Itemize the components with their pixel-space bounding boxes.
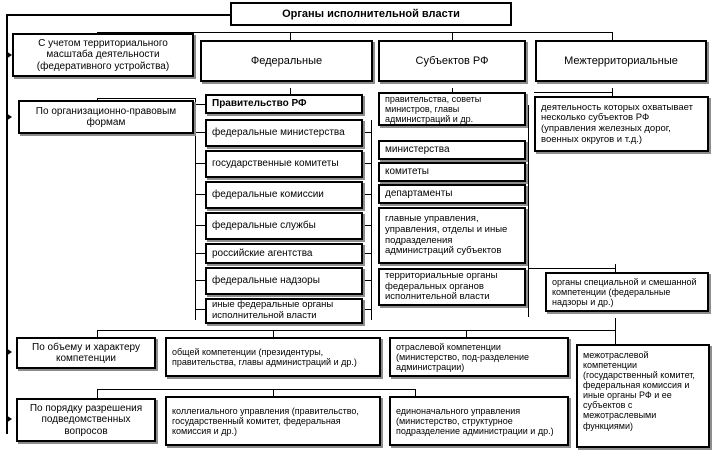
connector-federal-right-tick-6 <box>362 280 371 281</box>
subject-form-item <box>378 92 526 126</box>
branch-competence-box <box>389 337 569 377</box>
federal-form-label-6: федеральные надзоры <box>212 275 320 287</box>
subject-form-label-5: территориальные органы федеральных органов исполнительной власти <box>385 270 498 303</box>
connector-federal-right-tick-2 <box>362 163 371 164</box>
subject-form-item <box>378 184 526 204</box>
single-management-text: единоначального управления (министерство, структурное подразделение администрации и др.) <box>396 405 554 437</box>
level2-subjects-label: Субъектов РФ <box>415 54 489 67</box>
root-title-text: Органы исполнительной власти <box>282 7 460 20</box>
special-competence-box <box>545 272 709 312</box>
interterritorial-description-box <box>534 96 709 152</box>
connector-special-bus <box>528 268 615 269</box>
interbranch-competence-text: межотраслевой компетенции (государственный комитет, федеральная комиссия и иные органы РФ и ее субъектов с межотраслевыми функциями) <box>583 350 695 431</box>
connector-orglegal-to-federal <box>97 98 195 99</box>
single-management-box <box>389 396 569 446</box>
federal-form-item <box>205 212 363 240</box>
federal-form-item <box>205 119 363 147</box>
connector-interterritorial-drop <box>612 88 613 96</box>
arrow-to-criterion-order <box>6 415 12 423</box>
connector-federal-tick-6 <box>195 253 205 254</box>
connector-federal-right-tick-7 <box>362 309 371 310</box>
criterion-territorial-label: С учетом территориального масштаба деятельности (федеративного устройства) <box>36 38 170 72</box>
connector-scope-drop-interbranch <box>615 330 616 344</box>
connector-scope-bus <box>97 330 615 331</box>
arrow-to-criterion-org-legal <box>6 113 12 121</box>
federal-form-item <box>205 181 363 209</box>
criterion-scope-box <box>16 337 156 369</box>
federal-form-label-7: иные федеральные органы исполнительной власти <box>212 299 334 321</box>
subject-form-label-0: правительства, советы министров, главы администраций и др. <box>385 93 482 125</box>
criterion-scope-label: По объему и характеру компетенции <box>32 341 140 364</box>
federal-form-label-1: федеральные министерства <box>212 127 345 139</box>
federal-form-label-5: российские агентства <box>212 247 313 259</box>
level2-federal-label: Федеральные <box>250 54 323 67</box>
connector-subjects-right-spine <box>528 105 529 317</box>
federal-form-item <box>205 150 363 178</box>
root-title-box <box>230 2 512 26</box>
arrow-to-criterion-scope <box>6 348 12 356</box>
connector-level2-drop-federal <box>290 32 291 40</box>
connector-level2-drop-subjects <box>452 32 453 40</box>
level2-interterritorial-label: Межтерриториальные <box>564 54 678 67</box>
federal-form-label-3: федеральные комиссии <box>212 189 324 201</box>
connector-interterritorial-bus <box>534 92 612 93</box>
subject-form-item <box>378 268 526 306</box>
connector-order-bus <box>97 389 415 390</box>
connector-federal-tick-2 <box>195 132 205 133</box>
subject-form-item <box>378 207 526 264</box>
connector-special-down <box>615 318 616 330</box>
federal-form-item <box>205 94 363 114</box>
connector-federal-right-tick-3 <box>362 194 371 195</box>
connector-level2-drop-interterritorial <box>612 32 613 40</box>
connector-special-top-stub <box>615 264 616 272</box>
level2-interterritorial-box <box>535 40 707 82</box>
subject-form-label-1: министерства <box>385 144 450 156</box>
connector-federal-tick-1 <box>195 104 205 105</box>
criterion-order-box <box>16 398 156 442</box>
connector-left-spine <box>6 14 8 434</box>
connector-federal-right-tick-4 <box>362 225 371 226</box>
connector-federal-tick-4 <box>195 194 205 195</box>
collegial-management-text: коллегиального управления (правительство, государственный комитет, федеральная комиссия и др.) <box>172 405 359 437</box>
general-competence-text: общей компетенции (президентуры, правительства, главы администраций и др.) <box>172 346 357 367</box>
special-competence-text: органы специальной и смешанной компетенции (федеральные надзоры и др.) <box>552 276 697 308</box>
federal-form-item <box>205 267 363 295</box>
subject-form-label-3: департаменты <box>385 188 453 200</box>
collegial-management-box <box>165 396 381 446</box>
subject-form-item <box>378 140 526 160</box>
subject-form-item <box>378 162 526 182</box>
federal-form-item <box>205 298 363 324</box>
criterion-order-label: По порядку разрешения подведомственных вопросов <box>29 403 143 437</box>
subject-form-label-4: главные управления, управления, отделы и иные подразделения администраций субъектов <box>385 213 508 257</box>
criterion-org-legal-box <box>18 100 194 134</box>
federal-form-item <box>205 243 363 264</box>
connector-title-to-spine <box>6 14 230 16</box>
connector-federal-tick-8 <box>195 309 205 310</box>
interterritorial-description-text: деятельность которых охватывает несколько субъектов РФ (управления железных дорог, военных округов и т.д.) <box>541 101 693 145</box>
general-competence-box <box>165 337 381 377</box>
interbranch-competence-box <box>576 344 710 448</box>
connector-federal-tick-5 <box>195 225 205 226</box>
connector-federal-tick-3 <box>195 163 205 164</box>
federal-form-label-4: федеральные службы <box>212 220 316 232</box>
connector-federal-tick-7 <box>195 280 205 281</box>
criterion-org-legal-label: По организационно-правовым формам <box>35 105 177 128</box>
connector-federal-right-tick-5 <box>362 253 371 254</box>
federal-form-label-2: государственные комитеты <box>212 158 339 170</box>
level2-subjects-box <box>378 40 526 82</box>
branch-competence-text: отраслевой компетенции (министерство, под-разделение администрации) <box>396 341 530 373</box>
subject-form-label-2: комитеты <box>385 166 429 178</box>
level2-federal-box <box>200 40 373 82</box>
connector-federal-right-spine <box>371 120 372 320</box>
connector-federal-right-tick-1 <box>362 132 371 133</box>
federal-form-label-0: Правительство РФ <box>212 98 307 110</box>
criterion-territorial-box <box>12 33 194 77</box>
